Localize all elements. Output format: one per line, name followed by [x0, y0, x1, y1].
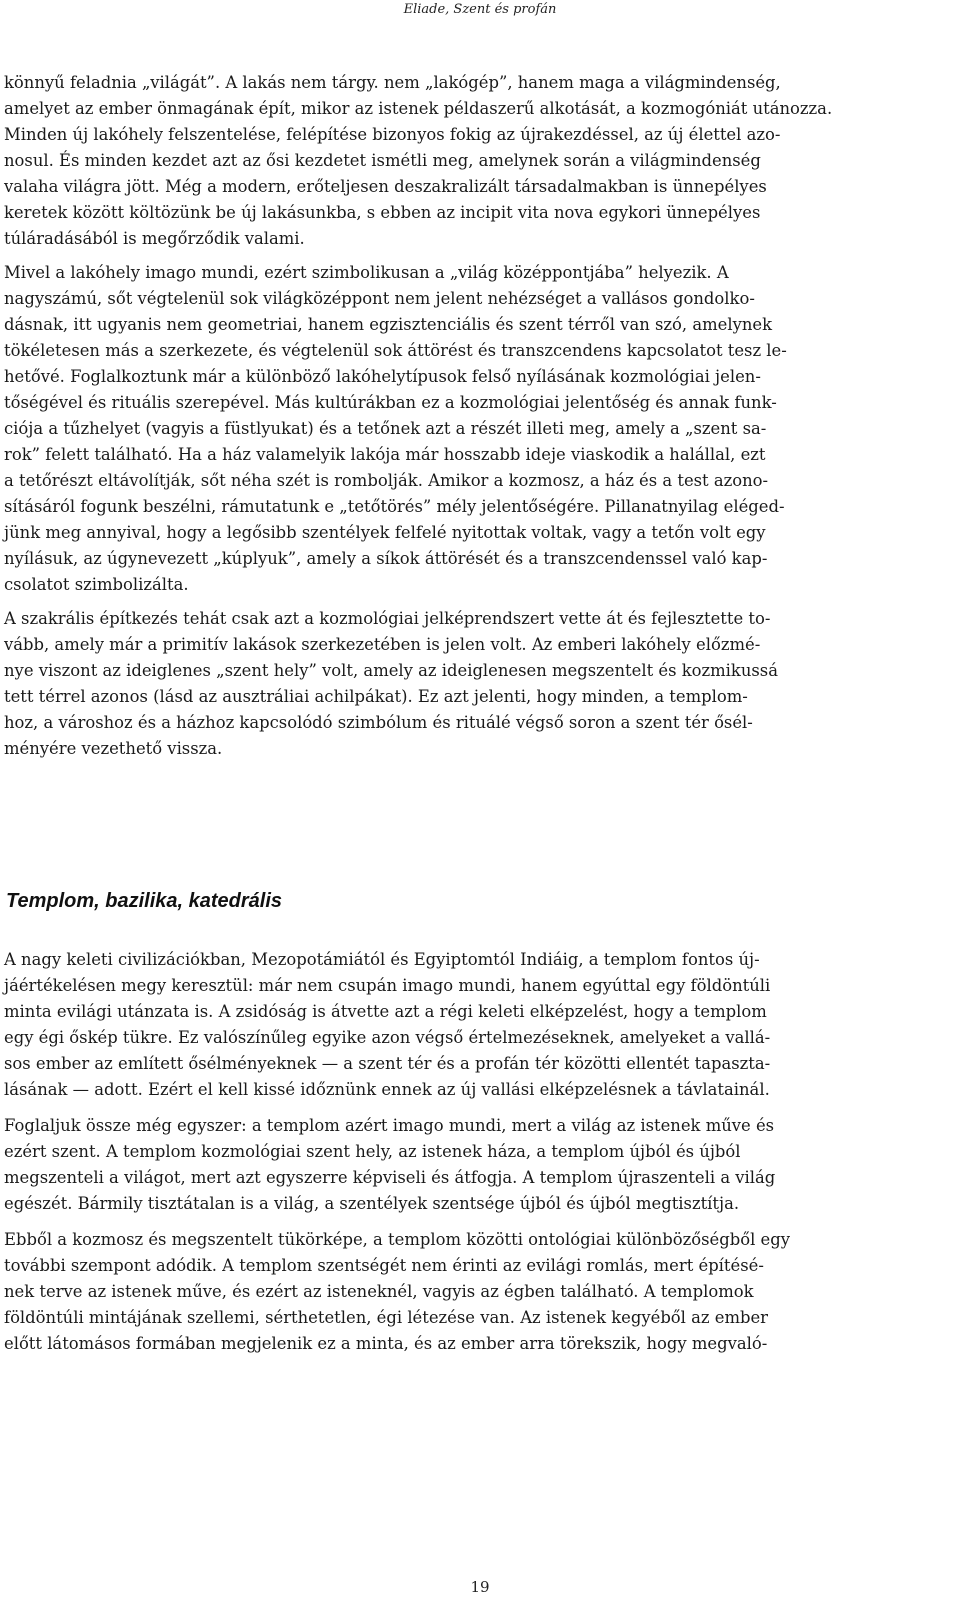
text-line: A nagy keleti civilizációkban, Mezopotámiától és Egyiptomtól Indiáig, a templom fontos új- — [4, 950, 760, 969]
text-line: a tetőrészt eltávolítják, sőt néha szét is rombolják. Amikor a kozmosz, a ház és a test azono- — [4, 471, 769, 490]
text-line: hetővé. Foglalkoztunk már a különböző lakóhelytípusok felső nyílásának kozmológiai jelen- — [4, 367, 761, 386]
text-line: tőségével és rituális szerepével. Más kultúrákban ez a kozmológiai jelentőség és annak funk- — [4, 393, 777, 412]
text-line: amelyet az ember önmagának épít, mikor az istenek példaszerű alkotását, a kozmogóniát utánozza. — [4, 99, 833, 118]
text-line: hoz, a városhoz és a házhoz kapcsolódó szimbólum és rituálé végső soron a szent tér ősél- — [4, 713, 753, 732]
paragraph — [4, 1113, 954, 1217]
text-line: egészét. Bármily tisztátalan is a világ, a szentélyek szentsége újból és újból megtisztítja. — [4, 1194, 740, 1213]
text-line: ezért szent. A templom kozmológiai szent hely, az istenek háza, a templom újból és újból — [4, 1142, 741, 1161]
text-line: jáértékelésen megy keresztül: már nem csupán imago mundi, hanem egyúttal egy földöntúli — [4, 976, 771, 995]
text-line: nosul. És minden kezdet azt az ősi kezdetet ismétli meg, amelynek során a világmindenség — [4, 151, 761, 170]
paragraph — [4, 70, 954, 252]
text-line: megszenteli a világot, mert azt egyszerre képviseli és átfogja. A templom újraszenteli a világ — [4, 1168, 776, 1187]
text-line: A szakrális építkezés tehát csak azt a kozmológiai jelképrendszert vette át és fejlesztette to- — [4, 609, 771, 628]
text-line: vább, amely már a primitív lakások szerkezetében is jelen volt. Az emberi lakóhely előzmé- — [4, 635, 761, 654]
paragraph — [4, 260, 954, 598]
text-line: dásnak, itt ugyanis nem geometriai, hanem egzisztenciális és szent térről van szó, amelynek — [4, 315, 773, 334]
section-1-body — [4, 70, 954, 762]
text-line: minta evilági utánzata is. A zsidóság is átvette azt a régi keleti elképzelést, hogy a templom — [4, 1002, 767, 1021]
page-number: 19 — [470, 1578, 490, 1596]
text-line: Ebből a kozmosz és megszentelt tükörképe, a templom közötti ontológiai különbözőségből egy — [4, 1230, 790, 1249]
text-line: földöntúli mintájának szellemi, sérthetetlen, égi létezése van. Az istenek kegyéből az ember — [4, 1308, 769, 1327]
paragraph — [4, 947, 954, 1103]
text-line: sos ember az említett ősélményeknek — a szent tér és a profán tér közötti ellentét tapaszta- — [4, 1054, 771, 1073]
text-line: Minden új lakóhely felszentelése, felépítése bizonyos fokig az újrakezdéssel, az új élettel azo- — [4, 125, 781, 144]
text-line: lásának — adott. Ezért el kell kissé időznünk ennek az új vallási elképzelésnek a távlatainál. — [4, 1080, 770, 1099]
text-line: egy égi őskép tükre. Ez valószínűleg egyike azon végső értelmezéseknek, amelyeket a vallá- — [4, 1028, 771, 1047]
text-line: jünk meg annyival, hogy a legősibb szentélyek felfelé nyitottak voltak, vagy a tetőn volt egy — [4, 523, 766, 542]
text-line: Foglaljuk össze még egyszer: a templom azért imago mundi, mert a világ az istenek műve és — [4, 1116, 775, 1135]
text-line: ciója a tűzhelyet (vagyis a füstlyukat) és a tetőnek azt a részét illeti meg, amely a „szent sa- — [4, 419, 767, 438]
text-line: rok” felett található. Ha a ház valamelyik lakója már hosszabb ideje viaskodik a halállal, ezt — [4, 445, 766, 464]
text-line: csolatot szimbolizálta. — [4, 575, 189, 594]
text-line: valaha világra jött. Még a modern, erőteljesen deszakralizált társadalmakban is ünnepélyes — [4, 177, 767, 196]
section-2-body — [4, 947, 954, 1357]
running-header: Eliade, Szent és profán — [403, 2, 557, 17]
text-line: további szempont adódik. A templom szentségét nem érinti az evilági romlás, mert építésé- — [4, 1256, 764, 1275]
text-line: előtt látomásos formában megjelenik ez a minta, és az ember arra törekszik, hogy megvaló- — [4, 1334, 768, 1353]
text-line: nye viszont az ideiglenes „szent hely” volt, amely az ideiglenesen megszentelt és kozmikussá — [4, 661, 778, 680]
text-line: Mivel a lakóhely imago mundi, ezért szimbolikusan a „világ középpontjába” helyezik. A — [4, 263, 729, 282]
paragraph — [4, 1227, 954, 1357]
text-line: nek terve az istenek műve, és ezért az isteneknél, vagyis az égben található. A templomok — [4, 1282, 754, 1301]
text-line: nyílásuk, az úgynevezett „kúplyuk”, amely a síkok áttörését és a transzcendenssel való kap- — [4, 549, 768, 568]
text-line: tökéletesen más a szerkezete, és végtelenül sok áttörést és transzcendens kapcsolatot tesz le- — [4, 341, 787, 360]
text-line: nagyszámú, sőt végtelenül sok világközéppont nem jelent nehézséget a vallásos gondolko- — [4, 289, 755, 308]
text-line: tett térrel azonos (lásd az ausztráliai achilpákat). Ez azt jelenti, hogy minden, a templom- — [4, 687, 748, 706]
paragraph — [4, 606, 954, 762]
text-line: sításáról fogunk beszélni, rámutatunk e „tetőtörés” mély jelentőségére. Pillanatnyilag eléged- — [4, 497, 785, 516]
text-line: könnyű feladnia „világát”. A lakás nem tárgy. nem „lakógép”, hanem maga a világmindenség, — [4, 73, 781, 92]
text-line: túláradásából is megőrződik valami. — [4, 229, 305, 248]
text-line: keretek között költözünk be új lakásunkba, s ebben az incipit vita nova egykori ünnepélyes — [4, 203, 761, 222]
section-heading: Templom, bazilika, katedrális — [6, 890, 283, 912]
text-line: ményére vezethető vissza. — [4, 739, 223, 758]
